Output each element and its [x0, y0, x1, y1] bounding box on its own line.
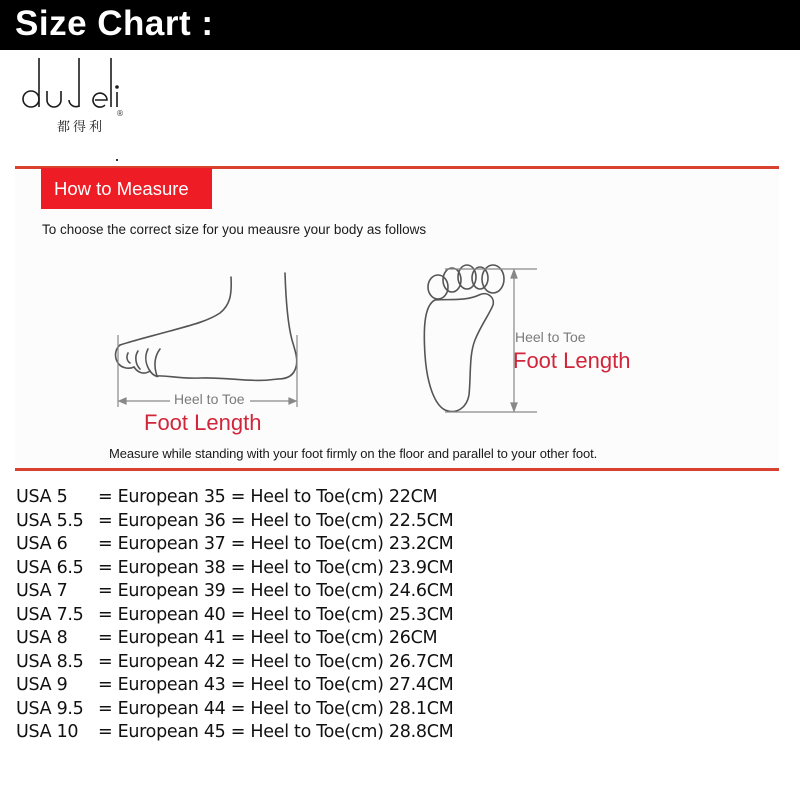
side-heel-to-toe-label: Heel to Toe	[174, 391, 245, 407]
usa-size: USA 9.5	[16, 698, 84, 719]
size-row	[16, 486, 453, 510]
size-row	[16, 510, 453, 534]
size-row	[16, 721, 453, 745]
usa-size: USA 7.5	[16, 604, 84, 625]
size-row	[16, 557, 453, 581]
page-title: Size Chart :	[15, 4, 214, 43]
eu-conversion: = European 40 = Heel to Toe(cm) 25.3CM	[98, 604, 454, 625]
stray-dot	[116, 159, 118, 161]
measure-footnote: Measure while standing with your foot firmly on the floor and parallel to your other foot.	[109, 446, 598, 461]
usa-size: USA 7	[16, 581, 68, 601]
sole-heel-to-toe-label: Heel to Toe	[515, 329, 586, 345]
side-foot-length-label: Foot Length	[144, 410, 262, 435]
size-row	[16, 627, 453, 651]
usa-size: USA 9	[16, 675, 68, 695]
registered-mark: ®	[116, 109, 124, 118]
size-row	[16, 674, 453, 698]
sole-foot-length-label: Foot Length	[513, 348, 631, 373]
eu-conversion: = European 35 = Heel to Toe(cm) 22CM	[98, 487, 438, 507]
size-row	[16, 651, 453, 675]
size-row	[16, 580, 453, 604]
title-bar	[0, 0, 800, 50]
size-conversion-list	[16, 486, 453, 745]
measure-instruction: To choose the correct size for you meausre your body as follows	[42, 222, 427, 237]
usa-size: USA 8	[16, 628, 68, 648]
eu-conversion: = European 36 = Heel to Toe(cm) 22.5CM	[98, 510, 454, 531]
usa-size: USA 10	[16, 722, 79, 742]
brand-chinese-name: 都得利	[57, 120, 106, 135]
how-to-measure-heading	[41, 168, 212, 209]
eu-conversion: = European 38 = Heel to Toe(cm) 23.9CM	[98, 557, 454, 578]
panel-bottom-rule	[15, 468, 779, 471]
usa-size: USA 8.5	[16, 651, 84, 672]
usa-size: USA 5.5	[16, 510, 84, 531]
dudeli-logo-icon	[20, 56, 130, 116]
usa-size: USA 5	[16, 487, 68, 507]
eu-conversion: = European 39 = Heel to Toe(cm) 24.6CM	[98, 581, 454, 601]
usa-size: USA 6	[16, 534, 68, 554]
eu-conversion: = European 41 = Heel to Toe(cm) 26CM	[98, 628, 438, 648]
size-row	[16, 533, 453, 557]
usa-size: USA 6.5	[16, 557, 84, 578]
size-row	[16, 698, 453, 722]
how-to-measure-label: How to Measure	[54, 178, 189, 199]
brand-logo	[20, 56, 130, 136]
eu-conversion: = European 43 = Heel to Toe(cm) 27.4CM	[98, 675, 454, 695]
size-row	[16, 604, 453, 628]
eu-conversion: = European 45 = Heel to Toe(cm) 28.8CM	[98, 722, 454, 742]
eu-conversion: = European 42 = Heel to Toe(cm) 26.7CM	[98, 651, 454, 672]
eu-conversion: = European 44 = Heel to Toe(cm) 28.1CM	[98, 698, 454, 719]
eu-conversion: = European 37 = Heel to Toe(cm) 23.2CM	[98, 534, 454, 554]
